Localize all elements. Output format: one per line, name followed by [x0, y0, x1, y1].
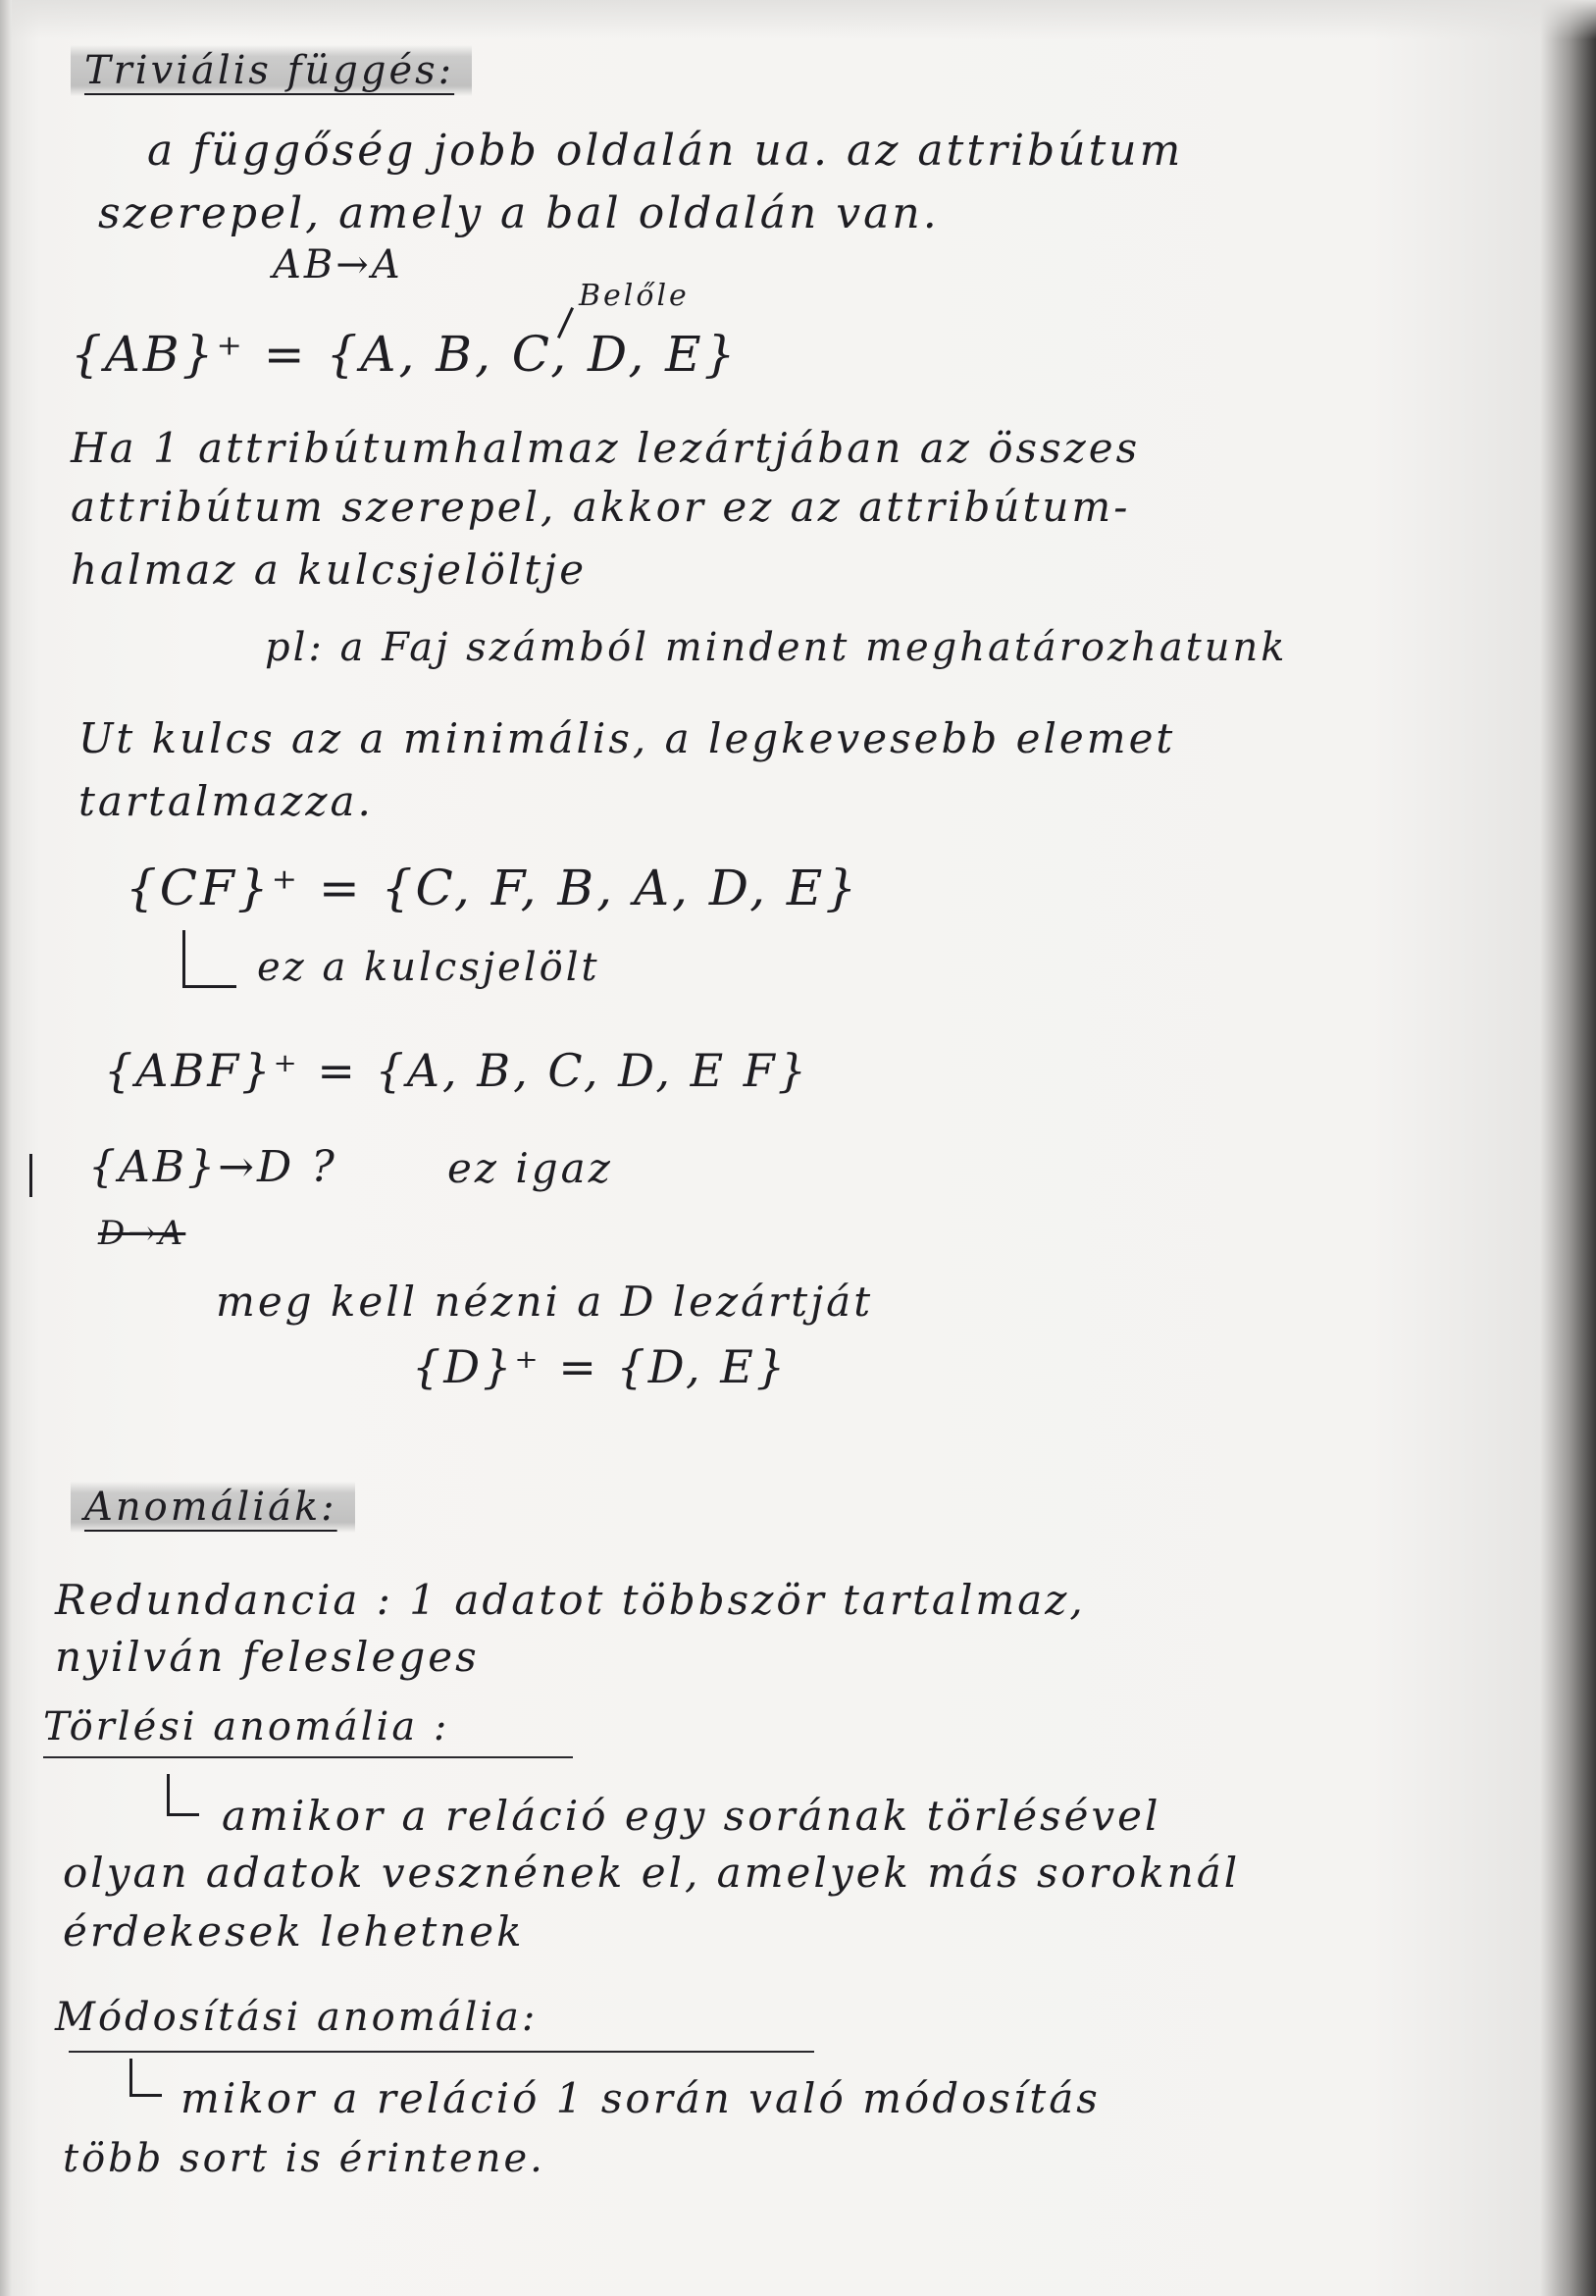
cf-note: ez a kulcsjelölt: [257, 945, 600, 990]
text-line: amikor a reláció egy sorának törlésével: [222, 1792, 1161, 1840]
text-line: szerepel, amely a bal oldalán van.: [98, 188, 940, 238]
text-line: mikor a reláció 1 során való módosítás: [180, 2074, 1101, 2122]
heading-deletion-anomaly: Törlési anomália :: [43, 1704, 450, 1749]
closure-annotation: Belőle: [579, 279, 690, 313]
example-line: pl: a Faj számból mindent meghatározhatunk: [265, 625, 1288, 670]
struck-dependency: D→A: [98, 1214, 186, 1253]
text-line: Ha 1 attribútumhalmaz lezártjában az összes: [71, 424, 1141, 472]
arrow-bullet: [167, 1774, 199, 1816]
text-line: tartalmazza.: [78, 777, 374, 825]
heading-modification-anomaly: Módosítási anomália:: [55, 1995, 539, 2040]
margin-mark: [29, 1154, 32, 1197]
check-line: meg kell nézni a D lezártját: [216, 1278, 874, 1326]
closure-ab: {AB}⁺ = {A, B, C, D, E}: [71, 326, 739, 383]
text-line: olyan adatok vesznének el, amelyek más soroknál: [63, 1849, 1241, 1897]
text-line: több sort is érintene.: [63, 2136, 545, 2181]
text-line: a függőség jobb oldalán ua. az attribútum: [147, 126, 1184, 176]
page-binding-edge: [0, 0, 12, 2296]
heading-anomalies: Anomáliák:: [71, 1482, 355, 1533]
heading-underline: [69, 2051, 814, 2053]
question-dependency: {AB}→D ?: [88, 1142, 337, 1192]
text-line: nyilván felesleges: [55, 1633, 480, 1681]
text-line: attribútum szerepel, akkor ez az attribútum-: [71, 483, 1131, 531]
heading-underline: [43, 1756, 573, 1758]
arrow-bullet: [129, 2059, 162, 2097]
text-line: Ut kulcs az a minimális, a legkevesebb elemet: [78, 714, 1176, 762]
closure-d: {D}⁺ = {D, E}: [412, 1340, 789, 1393]
text-line: Redundancia : 1 adatot többször tartalmaz,: [55, 1576, 1086, 1624]
text-line: halmaz a kulcsjelöltje: [71, 546, 588, 594]
closure-cf: {CF}⁺ = {C, F, B, A, D, E}: [126, 860, 860, 916]
show-through-text: [1020, 39, 1030, 74]
text-line: érdekesek lehetnek: [63, 1907, 525, 1956]
example-dependency: AB→A: [273, 242, 403, 287]
closure-abf: {ABF}⁺ = {A, B, C, D, E F}: [104, 1044, 809, 1097]
heading-trivial-dependency: Triviális függés:: [71, 45, 472, 96]
arrow-to-note: [182, 930, 236, 988]
question-answer: ez igaz: [447, 1144, 613, 1192]
